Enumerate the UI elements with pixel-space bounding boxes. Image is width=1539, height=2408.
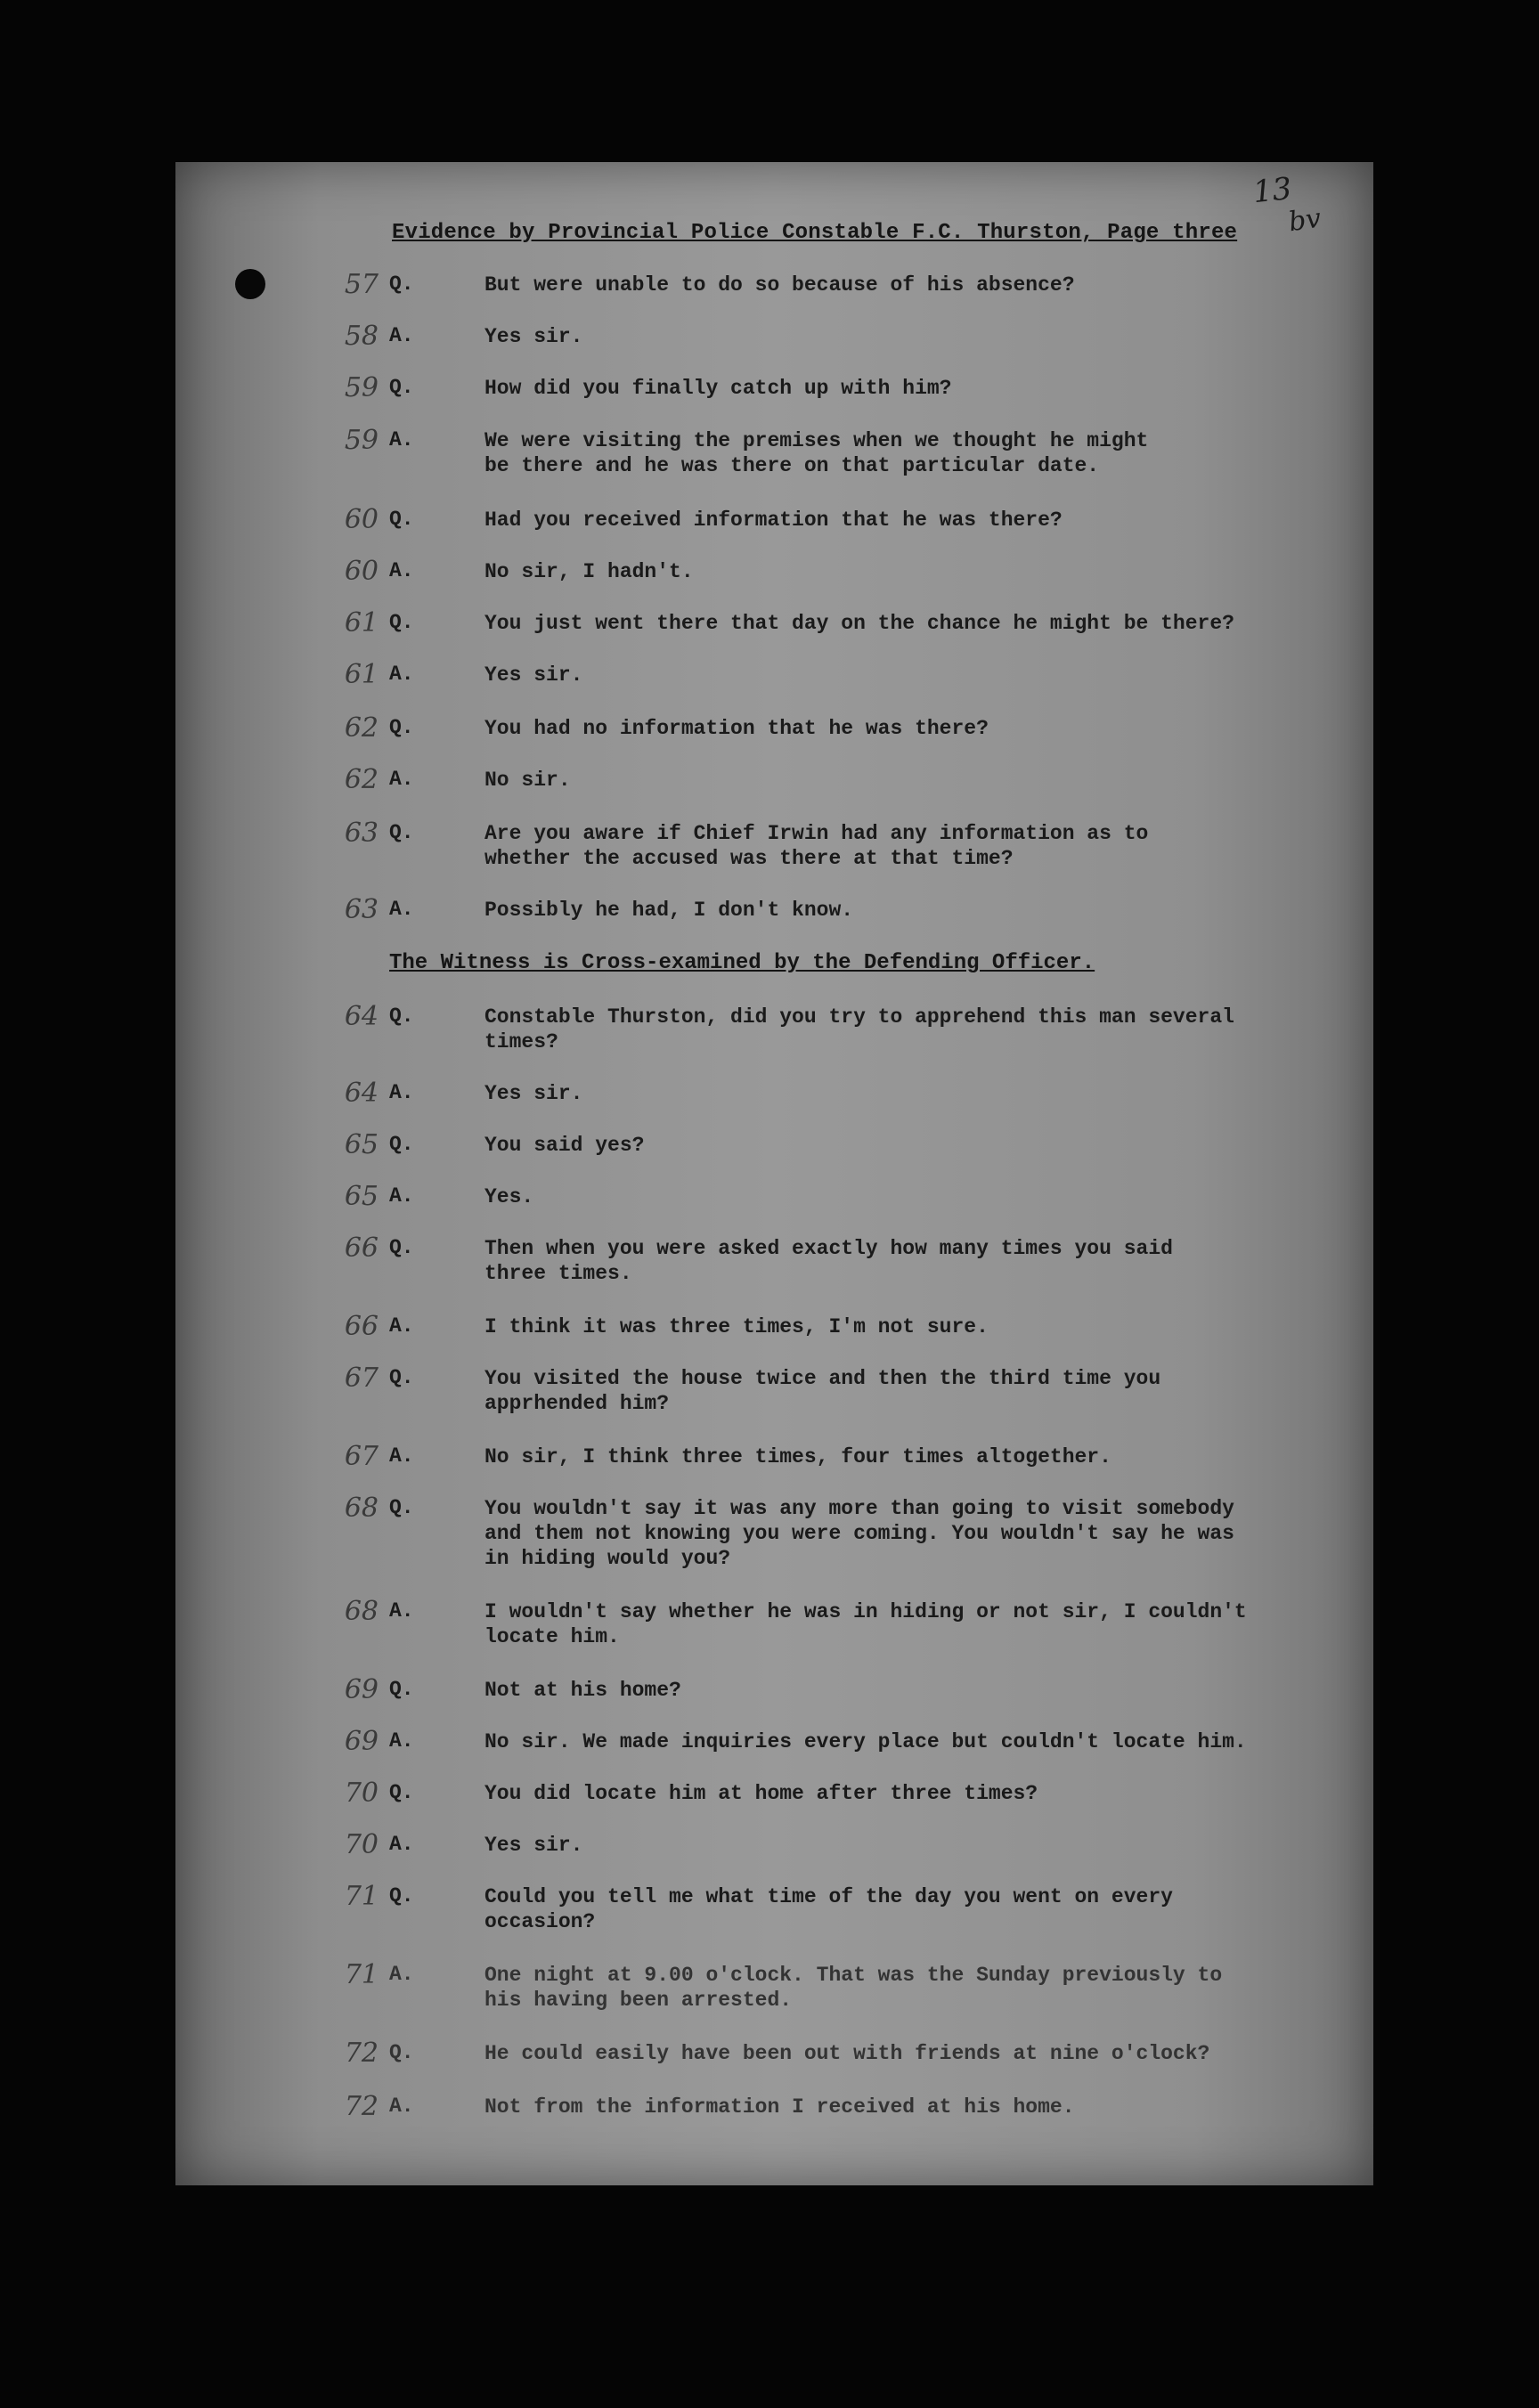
entry-number: 62 — [344, 764, 379, 795]
qa-entry — [175, 1596, 1373, 1653]
qa-entry — [175, 1311, 1373, 1368]
qa-entry — [175, 1129, 1373, 1186]
entry-number: 71 — [344, 1881, 379, 1912]
qa-entry — [175, 1181, 1373, 1238]
qa-marker: Q. — [389, 1781, 414, 1804]
qa-entry — [175, 1078, 1373, 1135]
qa-marker: Q. — [389, 1884, 414, 1908]
qa-marker: Q. — [389, 1366, 414, 1389]
qa-marker: A. — [389, 1833, 414, 1856]
qa-entry — [175, 2038, 1373, 2095]
entry-text: Yes sir. — [484, 325, 583, 348]
qa-entry — [175, 659, 1373, 716]
entry-text: He could easily have been out with friends at nine o'clock? — [484, 2042, 1210, 2065]
qa-entry — [175, 1881, 1373, 1938]
qa-entry — [175, 1674, 1373, 1731]
entry-number: 68 — [344, 1493, 379, 1524]
qa-marker: A. — [389, 768, 414, 791]
qa-marker: Q. — [389, 1496, 414, 1519]
entry-text: Yes. — [484, 1185, 534, 1208]
entry-text: You said yes? — [484, 1134, 645, 1157]
entry-number: 70 — [344, 1778, 379, 1809]
qa-entry — [175, 1778, 1373, 1834]
entry-text: How did you finally catch up with him? — [484, 377, 952, 400]
entry-text: Yes sir. — [484, 1834, 583, 1857]
entry-text: Not at his home? — [484, 1679, 681, 1702]
qa-entry — [175, 1726, 1373, 1783]
handwritten-initials: bv — [1286, 202, 1323, 239]
qa-entry — [175, 1959, 1373, 2016]
qa-entry — [175, 607, 1373, 664]
entry-text: I wouldn't say whether he was in hiding or not sir, I couldn't locate him. — [484, 1600, 1247, 1648]
qa-entry — [175, 2091, 1373, 2148]
entry-text: Yes sir. — [484, 663, 583, 687]
qa-entry — [175, 321, 1373, 378]
qa-entry — [175, 372, 1373, 429]
qa-marker: A. — [389, 559, 414, 582]
qa-marker: A. — [389, 2095, 414, 2118]
entry-text: You just went there that day on the chance he might be there? — [484, 612, 1234, 635]
entry-text: I think it was three times, I'm not sure. — [484, 1315, 989, 1338]
entry-number: 66 — [344, 1311, 379, 1342]
entry-text: No sir. — [484, 769, 571, 792]
entry-number: 67 — [344, 1441, 379, 1472]
entry-number: 71 — [344, 1959, 379, 1990]
entry-text: Could you tell me what time of the day you went on every occasion? — [484, 1885, 1173, 1933]
entry-number: 57 — [344, 269, 379, 300]
entry-number: 58 — [344, 321, 379, 352]
document-page — [175, 162, 1373, 2185]
qa-marker: Q. — [389, 1005, 414, 1028]
qa-marker: A. — [389, 1729, 414, 1753]
entry-text: Had you received information that he was there? — [484, 508, 1063, 532]
qa-marker: A. — [389, 1081, 414, 1104]
qa-marker: A. — [389, 898, 414, 921]
entry-text: No sir. We made inquiries every place but couldn't locate him. — [484, 1730, 1247, 1753]
entry-number: 69 — [344, 1726, 379, 1757]
entry-number: 66 — [344, 1232, 379, 1264]
qa-entry — [175, 556, 1373, 613]
qa-marker: Q. — [389, 1678, 414, 1701]
entry-number: 64 — [344, 1001, 379, 1032]
entry-number: 59 — [344, 425, 379, 456]
entry-text: Are you aware if Chief Irwin had any information as to whether the accused was there at that time? — [484, 822, 1149, 870]
qa-marker: Q. — [389, 611, 414, 634]
qa-marker: A. — [389, 1314, 414, 1338]
qa-entry — [175, 1493, 1373, 1570]
section-heading: The Witness is Cross-examined by the Defending Officer. — [389, 951, 1095, 975]
entry-number: 61 — [344, 659, 379, 690]
entry-number: 72 — [344, 2091, 379, 2122]
qa-entry — [175, 1829, 1373, 1886]
qa-entry — [175, 894, 1373, 951]
qa-marker: Q. — [389, 1133, 414, 1156]
qa-entry — [175, 1441, 1373, 1498]
entry-number: 63 — [344, 894, 379, 925]
qa-entry — [175, 504, 1373, 561]
entry-text: Possibly he had, I don't know. — [484, 899, 854, 922]
entry-number: 60 — [344, 556, 379, 587]
qa-entry — [175, 425, 1373, 482]
qa-marker: Q. — [389, 508, 414, 531]
qa-marker: Q. — [389, 273, 414, 296]
entry-text: One night at 9.00 o'clock. That was the Sunday previously to his having been arrested. — [484, 1964, 1223, 2012]
entry-text: Constable Thurston, did you try to apprehend this man several times? — [484, 1005, 1234, 1054]
entry-text: You had no information that he was there? — [484, 717, 989, 740]
qa-entry — [175, 1363, 1373, 1420]
qa-marker: Q. — [389, 2041, 414, 2064]
qa-marker: A. — [389, 428, 414, 452]
qa-entry — [175, 764, 1373, 821]
entry-number: 59 — [344, 372, 379, 403]
entry-number: 72 — [344, 2038, 379, 2069]
entry-text: We were visiting the premises when we thought he might be there and he was there on that particular date. — [484, 429, 1149, 477]
entry-number: 65 — [344, 1129, 379, 1160]
entry-text: You visited the house twice and then the third time you apprhended him? — [484, 1367, 1161, 1415]
qa-entry — [175, 712, 1373, 769]
entry-text: Yes sir. — [484, 1082, 583, 1105]
entry-number: 67 — [344, 1363, 379, 1394]
qa-marker: A. — [389, 1599, 414, 1623]
entry-number: 63 — [344, 818, 379, 849]
qa-marker: A. — [389, 1444, 414, 1468]
page-heading: Evidence by Provincial Police Constable F.C. Thurston, Page three — [392, 221, 1238, 245]
qa-marker: A. — [389, 1963, 414, 1986]
entry-text: Then when you were asked exactly how many times you said three times. — [484, 1237, 1173, 1285]
qa-marker: Q. — [389, 716, 414, 739]
entry-text: But were unable to do so because of his absence? — [484, 273, 1075, 297]
entry-text: You did locate him at home after three times? — [484, 1782, 1038, 1805]
entry-number: 61 — [344, 607, 379, 639]
qa-entry — [175, 269, 1373, 326]
entry-number: 64 — [344, 1078, 379, 1109]
entry-number: 69 — [344, 1674, 379, 1705]
entry-number: 60 — [344, 504, 379, 535]
entry-text: Not from the information I received at his home. — [484, 2095, 1075, 2119]
qa-marker: Q. — [389, 821, 414, 844]
qa-marker: A. — [389, 1184, 414, 1208]
qa-entry — [175, 818, 1373, 875]
page-number-handwritten: 13 — [1251, 170, 1294, 211]
qa-marker: A. — [389, 663, 414, 686]
qa-entry — [175, 1001, 1373, 1058]
entry-number: 70 — [344, 1829, 379, 1860]
entry-number: 68 — [344, 1596, 379, 1627]
qa-marker: Q. — [389, 376, 414, 399]
qa-marker: A. — [389, 324, 414, 347]
entry-text: No sir, I think three times, four times altogether. — [484, 1445, 1112, 1468]
qa-marker: Q. — [389, 1236, 414, 1259]
qa-entry — [175, 1232, 1373, 1289]
entry-text: You wouldn't say it was any more than going to visit somebody and them not knowing you were coming. You wouldn't say he was in hiding would you? — [484, 1497, 1234, 1570]
entry-text: No sir, I hadn't. — [484, 560, 694, 583]
entry-number: 65 — [344, 1181, 379, 1212]
entry-number: 62 — [344, 712, 379, 744]
